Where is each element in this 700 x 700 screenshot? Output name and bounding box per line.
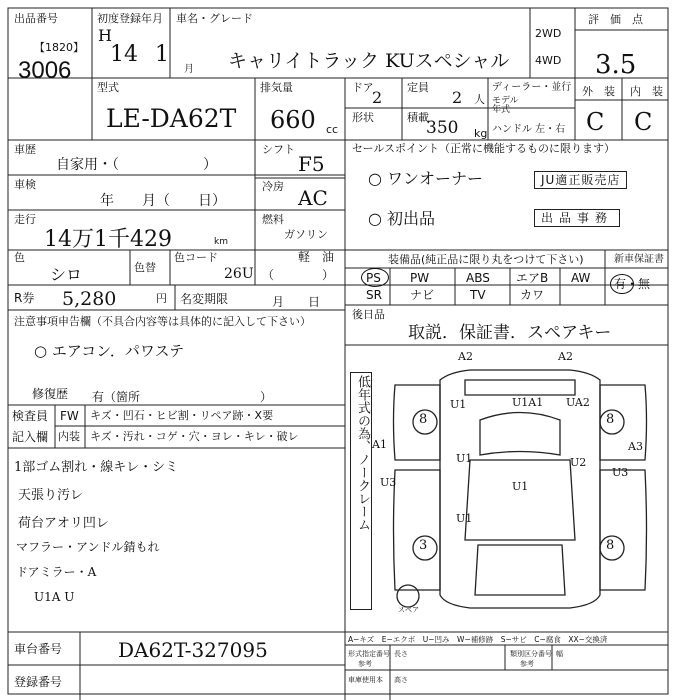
color-code-value: 26U <box>224 266 254 282</box>
shape-label: 形状 <box>352 111 374 124</box>
history-value: 自家用・（ ） <box>56 157 217 173</box>
disp-unit: cc <box>326 123 339 136</box>
cap-label: 定員 <box>407 81 429 94</box>
form-label: 形式指定番号 <box>348 650 390 658</box>
interior-check-label: 内装 <box>58 430 80 443</box>
disp-label: 排気量 <box>260 81 293 94</box>
equip-ps: PS <box>366 271 381 285</box>
sales-point-1: ○ ワンオーナー <box>368 169 484 188</box>
shaken-label: 車検 <box>14 178 36 191</box>
warranty-value: 有・無 <box>614 277 651 291</box>
model-name: キャリイトラック KUスペシャル <box>228 50 510 72</box>
mark-ua2: UA2 <box>566 396 590 409</box>
interior-grade: C <box>634 108 653 136</box>
ju-stamp: JU適正販売店 <box>534 171 627 189</box>
later-value: 取説．保証書．スペアキー <box>408 323 612 343</box>
model-year-label: モデル 年式 <box>492 96 519 115</box>
class-label: 類別区分番号 <box>510 650 552 658</box>
wd4-label: 4WD <box>535 54 562 67</box>
later-label: 後日品 <box>352 308 385 321</box>
color-label: 色 <box>14 251 25 264</box>
history-label: 車歴 <box>14 143 36 156</box>
class-ref: 参考 <box>520 660 534 668</box>
inspector-label-1: 検査員 <box>12 409 49 423</box>
fuel-paren: （ ） <box>262 268 335 282</box>
score-label: 評 価 点 <box>588 13 643 26</box>
equip-airbag: エアB <box>516 271 549 285</box>
mark-a3-right: A3 <box>628 440 643 453</box>
notes-value: ○ エアコン．パワステ <box>34 342 185 360</box>
wheel-fr-mark: 8 <box>606 412 615 427</box>
load-unit: kg <box>474 127 488 140</box>
first-reg-label: 初度登録年月 <box>97 12 163 25</box>
remark-4: マフラー・アンドル錆もれ <box>16 540 160 554</box>
equip-abs: ABS <box>466 271 490 285</box>
inspector-label-2: 記入欄 <box>12 430 49 444</box>
spare-label: スペア <box>398 606 419 614</box>
exterior-grade: C <box>586 108 605 136</box>
warranty-label: 新車保証書 <box>614 254 664 265</box>
lot-sub: 【1820】 <box>34 41 84 54</box>
mark-a2-right: A2 <box>558 350 573 363</box>
type-value: LE-DA62T <box>106 104 237 133</box>
repair-value: 有（箇所 ） <box>92 390 273 404</box>
disp-value: 660 <box>270 106 316 134</box>
cap-value: 2 <box>452 88 463 107</box>
handle-label: ハンドル 左・右 <box>492 124 566 135</box>
door-label: ドア <box>352 81 374 94</box>
mark-u1-top: U1 <box>450 398 467 411</box>
fw-text: キズ・凹石・ヒビ割・リペア跡・X要 <box>90 409 274 422</box>
cooler-value: AC <box>298 186 328 210</box>
mark-a1-left: A1 <box>372 438 387 451</box>
door-value: 2 <box>372 88 383 107</box>
load-label: 積載 <box>407 111 429 124</box>
color-value: シロ <box>50 265 83 284</box>
shift-label: シフト <box>262 143 295 156</box>
mark-u1-low: U1 <box>456 512 473 525</box>
ps-circle <box>361 268 389 287</box>
fuel-value: ガソリン <box>284 228 328 241</box>
lot-number: 3006 <box>18 57 72 84</box>
reg-month: 1 <box>155 42 169 67</box>
fw-label: FW <box>60 409 79 423</box>
interior-check-text: キズ・汚れ・コゲ・穴・ヨレ・キレ・破レ <box>90 430 299 443</box>
garage-label: 車庫使用本 <box>348 676 383 684</box>
model-label: 車名・グレード <box>176 12 253 25</box>
wheel-rr-mark: 8 <box>606 538 615 553</box>
cooler-label: 冷房 <box>262 180 284 193</box>
meigi-value: 月 日 <box>272 295 321 309</box>
form-ref: 参考 <box>358 660 372 668</box>
remark-1: 1部ゴム割れ・線キレ・シミ <box>14 460 179 475</box>
office-stamp: 出品事務 <box>534 209 620 227</box>
length-label: 長さ <box>394 650 408 658</box>
mark-u2-right: U2 <box>570 456 587 469</box>
era: H <box>98 26 112 45</box>
equip-tv: TV <box>470 288 486 302</box>
remark-6: U1A U <box>34 590 75 604</box>
mark-u1-mid: U1 <box>456 452 473 465</box>
mileage-value: 14万1千429 <box>44 227 172 252</box>
rken-value: 5,280 <box>62 288 117 310</box>
height-label: 高さ <box>394 676 408 684</box>
equipment-title: 装備品(純正品に限り丸をつけて下さい) <box>388 253 584 266</box>
color-change-label: 色替 <box>134 261 156 274</box>
meigi-label: 名変期限 <box>180 292 229 306</box>
repair-label: 修復歴 <box>32 387 69 401</box>
fuel-alt: 軽 油 <box>298 250 335 264</box>
reg-year: 14 <box>110 42 138 67</box>
wheel-fl-mark: 8 <box>419 412 428 427</box>
remark-3: 荷台アオリ凹レ <box>18 516 109 531</box>
sales-title: セールスポイント（正常に機能するものに限ります） <box>352 142 616 155</box>
mark-u3-left: U3 <box>380 476 397 489</box>
interior-label: 内 装 <box>630 85 663 98</box>
warranty-circle <box>610 274 634 294</box>
chassis-value: DA62T-327095 <box>118 638 268 662</box>
equip-navi: ナビ <box>410 288 435 302</box>
score-value: 3.5 <box>595 50 637 80</box>
remark-2: 天張り汚レ <box>18 488 84 503</box>
mark-a2-left: A2 <box>458 350 473 363</box>
shaken-value: 年 月（ 日） <box>100 193 226 209</box>
mileage-unit: km <box>214 237 228 247</box>
shift-value: F5 <box>298 152 325 176</box>
mark-u1a1: U1A1 <box>512 396 544 409</box>
cap-unit: 人 <box>474 93 485 106</box>
wheel-rl-mark: 3 <box>419 538 428 553</box>
wd2-label: 2WD <box>535 27 562 40</box>
chassis-label: 車台番号 <box>14 642 63 656</box>
remark-5: ドアミラー・A <box>16 565 97 579</box>
damage-legend: A−キズ E−エクボ U−凹み W−補修跡 S−サビ C−腐食 XX−交換済 <box>348 635 608 644</box>
vertical-note: 低年式の為、ノークレーム <box>350 372 372 610</box>
load-value: 350 <box>426 118 459 138</box>
mark-u3-right: U3 <box>612 466 629 479</box>
mileage-label: 走行 <box>14 213 36 226</box>
reg-label: 登録番号 <box>14 675 63 689</box>
sales-point-2: ○ 初出品 <box>368 209 436 228</box>
exterior-label: 外 装 <box>582 85 615 98</box>
fuel-label: 燃料 <box>262 213 284 226</box>
notes-label: 注意事項申告欄（不具合内容等は具体的に記入して下さい） <box>14 315 311 328</box>
mark-u1-roof: U1 <box>512 480 529 493</box>
dealer-label: ディーラー・並行 <box>492 82 572 93</box>
type-label: 型式 <box>97 81 119 94</box>
width-label: 幅 <box>556 650 563 658</box>
rken-label: R券 <box>14 291 35 305</box>
equip-aw: AW <box>571 271 591 285</box>
color-code-label: 色コード <box>174 251 218 264</box>
lot-label: 出品番号 <box>14 12 58 25</box>
equip-sr: SR <box>366 288 382 302</box>
rken-unit: 円 <box>156 292 167 305</box>
equip-pw: PW <box>410 271 430 285</box>
month-unit: 月 <box>184 64 194 75</box>
equip-leather: カワ <box>520 288 545 302</box>
